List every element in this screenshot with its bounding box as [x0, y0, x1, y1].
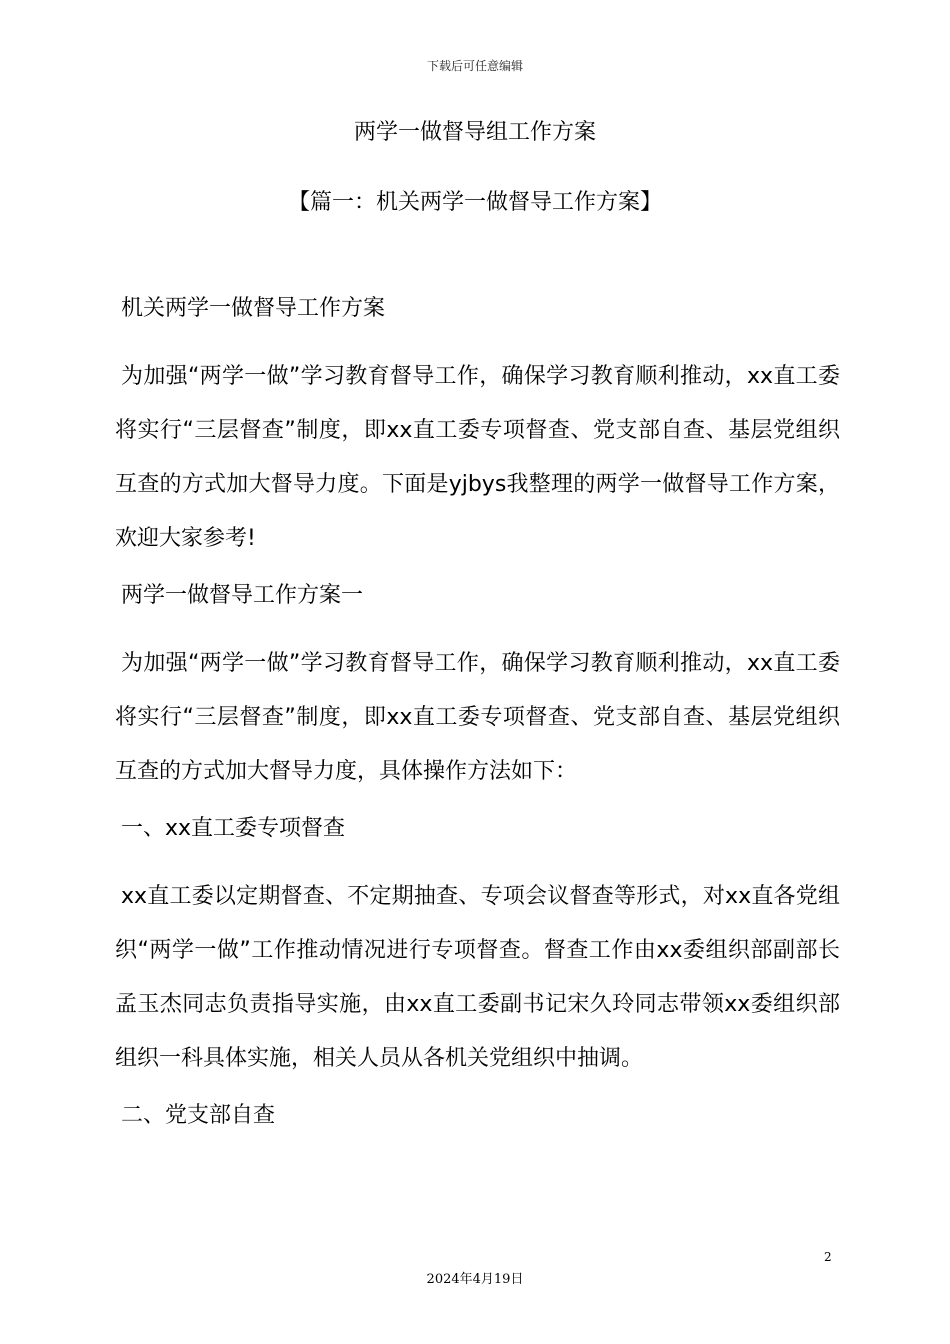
- header-note: 下载后可任意编辑: [426, 59, 523, 73]
- document-title: 两学一做督导组工作方案: [353, 120, 596, 145]
- section-title: 【篇一：机关两学一做督导工作方案】: [287, 190, 662, 215]
- paragraph-3: xx直工委以定期督查、不定期抽查、专项会议督查等形式，对xx直各党组织“两学一做”工作推动情况进行专项督查。督查工作由xx委组织部副部长孟玉杰同志负责指导实施，由xx直工委副书记宋久玲同志带领xx委组织部组织一科具体实施，相关人员从各机关党组织中抽调。: [115, 884, 840, 1071]
- heading-1: 机关两学一做督导工作方案: [121, 296, 386, 321]
- page-number: 2: [824, 1250, 832, 1264]
- heading-4: 二、党支部自查: [121, 1103, 276, 1128]
- footer-date: 2024年4月19日: [426, 1272, 524, 1287]
- heading-2: 两学一做督导工作方案一: [121, 583, 364, 608]
- heading-3: 一、xx直工委专项督查: [121, 816, 346, 841]
- paragraph-1: 为加强“两学一做”学习教育督导工作，确保学习教育顺利推动，xx直工委将实行“三层督查”制度，即xx直工委专项督查、党支部自查、基层党组织互查的方式加大督导力度。下面是yjbys我整理的两学一做督导工作方案，欢迎大家参考!: [115, 364, 840, 551]
- paragraph-2: 为加强“两学一做”学习教育督导工作，确保学习教育顺利推动，xx直工委将实行“三层督查”制度，即xx直工委专项督查、党支部自查、基层党组织互查的方式加大督导力度，具体操作方法如下：: [115, 651, 840, 784]
- document-body: [115, 290, 840, 1135]
